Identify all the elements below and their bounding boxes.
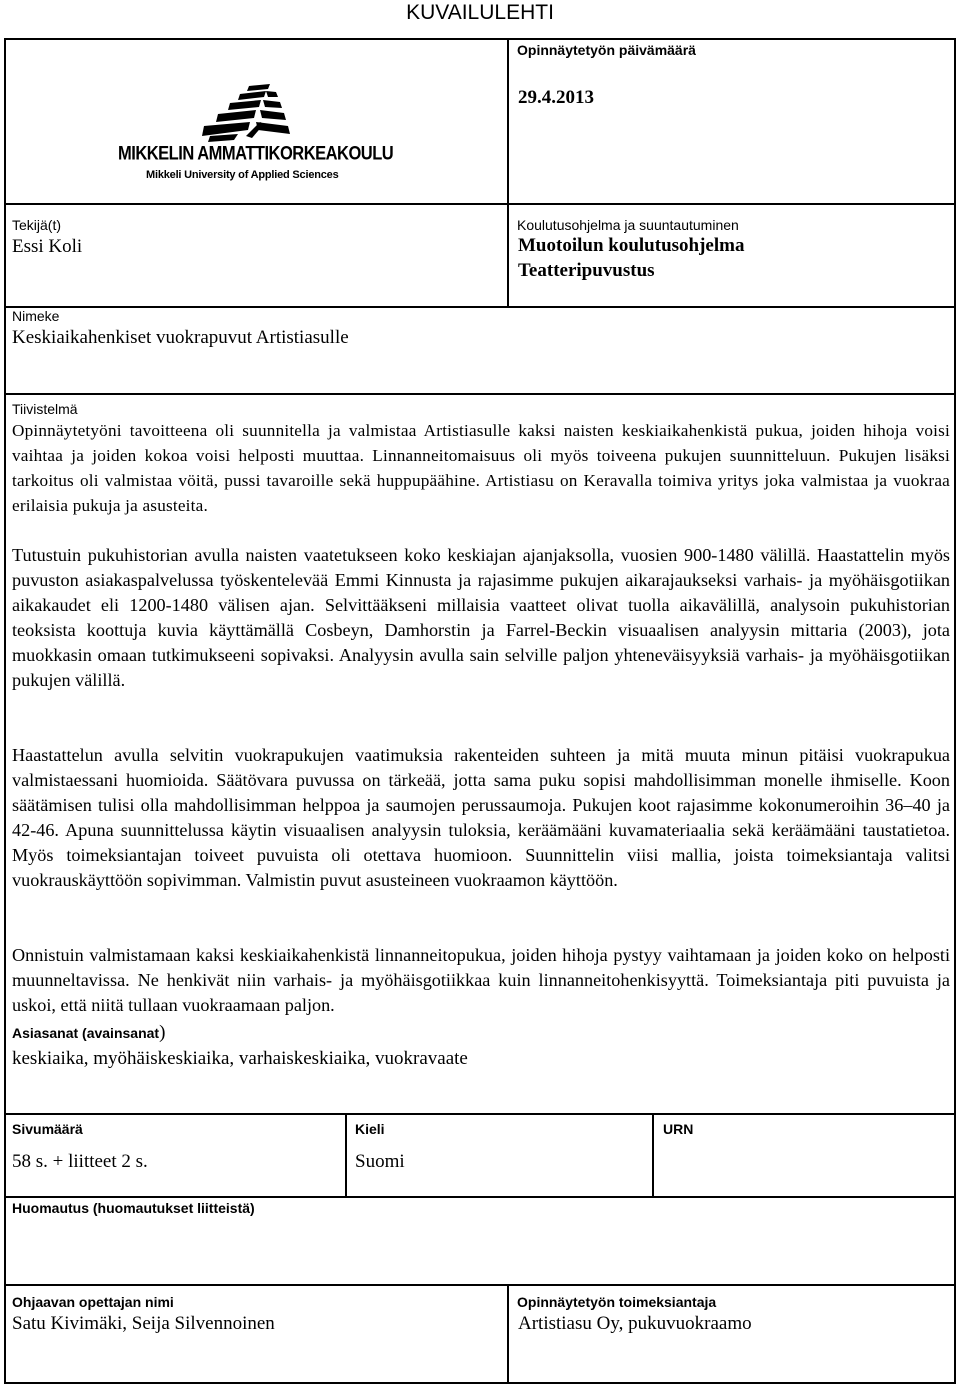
keywords-label-text: Asiasanat (avainsanat [12,1025,160,1041]
author-label: Tekijä(t) [12,217,62,233]
keywords-label [12,1024,165,1042]
divider-vertical-meta-1 [345,1113,347,1198]
divider-below-title [4,393,956,395]
notes-label: Huomautus (huomautukset liitteistä) [12,1200,255,1216]
divider-vertical-bottom [507,1284,509,1384]
logo-name-line: MIKKELIN AMMATTIKORKEAKOULU [118,143,394,164]
thesis-title-value: Keskiaikahenkiset vuokrapuvut Artistiasulle [12,327,349,348]
pages-label: Sivumäärä [12,1121,83,1137]
abstract-label: Tiivistelmä [12,401,78,417]
language-label: Kieli [355,1121,385,1137]
abstract-paragraph: Onnistuin valmistamaan kaksi keskiaikahenkistä linnanneitopukua, joiden hihoja pystyy vaihtamaan ja joiden koko on helposti muunneltavissa. Ne henkivät niin varhais- ja myöhäisgotiikkaa kuin linnanneitohenkisyyttä. Toimeksiantaja piti puvuista ja uskoi, että niitä tullaan vuokraamaan paljon. [12,945,950,1015]
abstract-paragraph: Opinnäytetyöni tavoitteena oli suunnitella ja valmistaa Artistiasulle kaksi naisten keskiaikahenkistä pukua, joiden hihoja voisi vaihtaa ja joiden kokoa voisi helposti muuttaa. Linnanneitomaisuus oli myös toiveena pukujen suunnitteluun. Pukujen lisäksi tarkoitus oli valmistaa vöitä, pussi tavaroille sekä huppupäähine. Artistiasu on Keravalla toimiva yritys joka valmistaa ja vuokraa erilaisia pukuja ja asusteita. [12,421,950,515]
divider-below-keywords [4,1113,956,1115]
programme-line-2: Teatteripuvustus [518,260,655,281]
abstract-paragraph: Haastattelun avulla selvitin vuokrapukujen vaatimuksia rakenteiden suhteen ja mitä muuta minun pitäisi vuokrapukua valmistaessani huomioida. Säätövara puvussa on tärkeää, jotta sama puku sopisi mahdollisimman monelle ihmiselle. Koon säätämisen tulisi olla mahdollisimman helppoa ja saumojen perussaumoja. Pukujen koot rajasimme kokonumeroihin 36–40 ja 42-46. Apuna suunnittelussa käytin visuaalisen analyysin tuloksia, keräämääni kuvamateriaalia sekä keräämääni taustatietoa. Myös toimeksiantajan toiveet puvuista oli otettava huomioon. Suunnittelin viisi mallia, joista toimeksiantaja valitsi vuokrauskäyttöön sopivimman. Valmistin puvut asusteineen vuokraamon käyttöön. [12,745,950,890]
date-label: Opinnäytetyön päivämäärä [517,42,696,58]
abstract-paragraph: Tutustuin pukuhistorian avulla naisten vaatetukseen koko keskiajan ajanjaksolla, vuosien 900-1480 välillä. Haastattelin myös puvuston asiakaspalvelussa työskentelevää Emmi Kinnusta ja rajasimme pukujen aikarajaukseksi varhais- ja myöhäisgotiikan aikakaudet eli 1200-1480 välisen ajan. Selvittääkseni millaisia vaatteet olivat tuolla aikavälillä, analysoin pukuhistorian teoksista koottuja kuvia käyttämällä Cosbeyn, Damhorstin ja Farrel-Beckin visuaalisen analyysin mittaria (2003), jota muokkasin omaan tutkimukseeni sopivaksi. Analyysin avulla sain selville paljon yhteneväisyyksiä varhais- ja myöhäisgotiikan pukujen välillä. [12,545,950,690]
divider-vertical-meta-2 [652,1113,654,1198]
commissioner-value: Artistiasu Oy, pukuvuokraamo [518,1313,752,1334]
page-title: KUVAILULEHTI [406,1,554,24]
date-value: 29.4.2013 [518,87,594,108]
urn-label: URN [663,1121,694,1137]
programme-line-1: Muotoilun koulutusohjelma [518,235,745,256]
supervisor-label: Ohjaavan opettajan nimi [12,1294,174,1310]
thesis-title-label: Nimeke [12,308,60,324]
programme-label: Koulutusohjelma ja suuntautuminen [517,217,739,233]
commissioner-label: Opinnäytetyön toimeksiantaja [517,1294,717,1310]
keywords-label-paren: ) [159,1022,166,1043]
pages-value: 58 s. + liitteet 2 s. [12,1151,148,1172]
language-value: Suomi [355,1151,405,1172]
logo-english-line: Mikkeli University of Applied Sciences [146,169,339,181]
divider-below-notes [4,1284,956,1286]
university-logo [118,78,394,188]
keywords-value: keskiaika, myöhäiskeskiaika, varhaiskeskiaika, vuokravaate [12,1048,468,1069]
divider-below-meta [4,1196,956,1198]
supervisor-value: Satu Kivimäki, Seija Silvennoinen [12,1313,275,1334]
divider-below-author [4,306,956,308]
divider-vertical-top [507,38,509,308]
divider-below-logo [4,203,956,205]
form-frame [4,38,956,1384]
author-value: Essi Koli [12,236,83,257]
